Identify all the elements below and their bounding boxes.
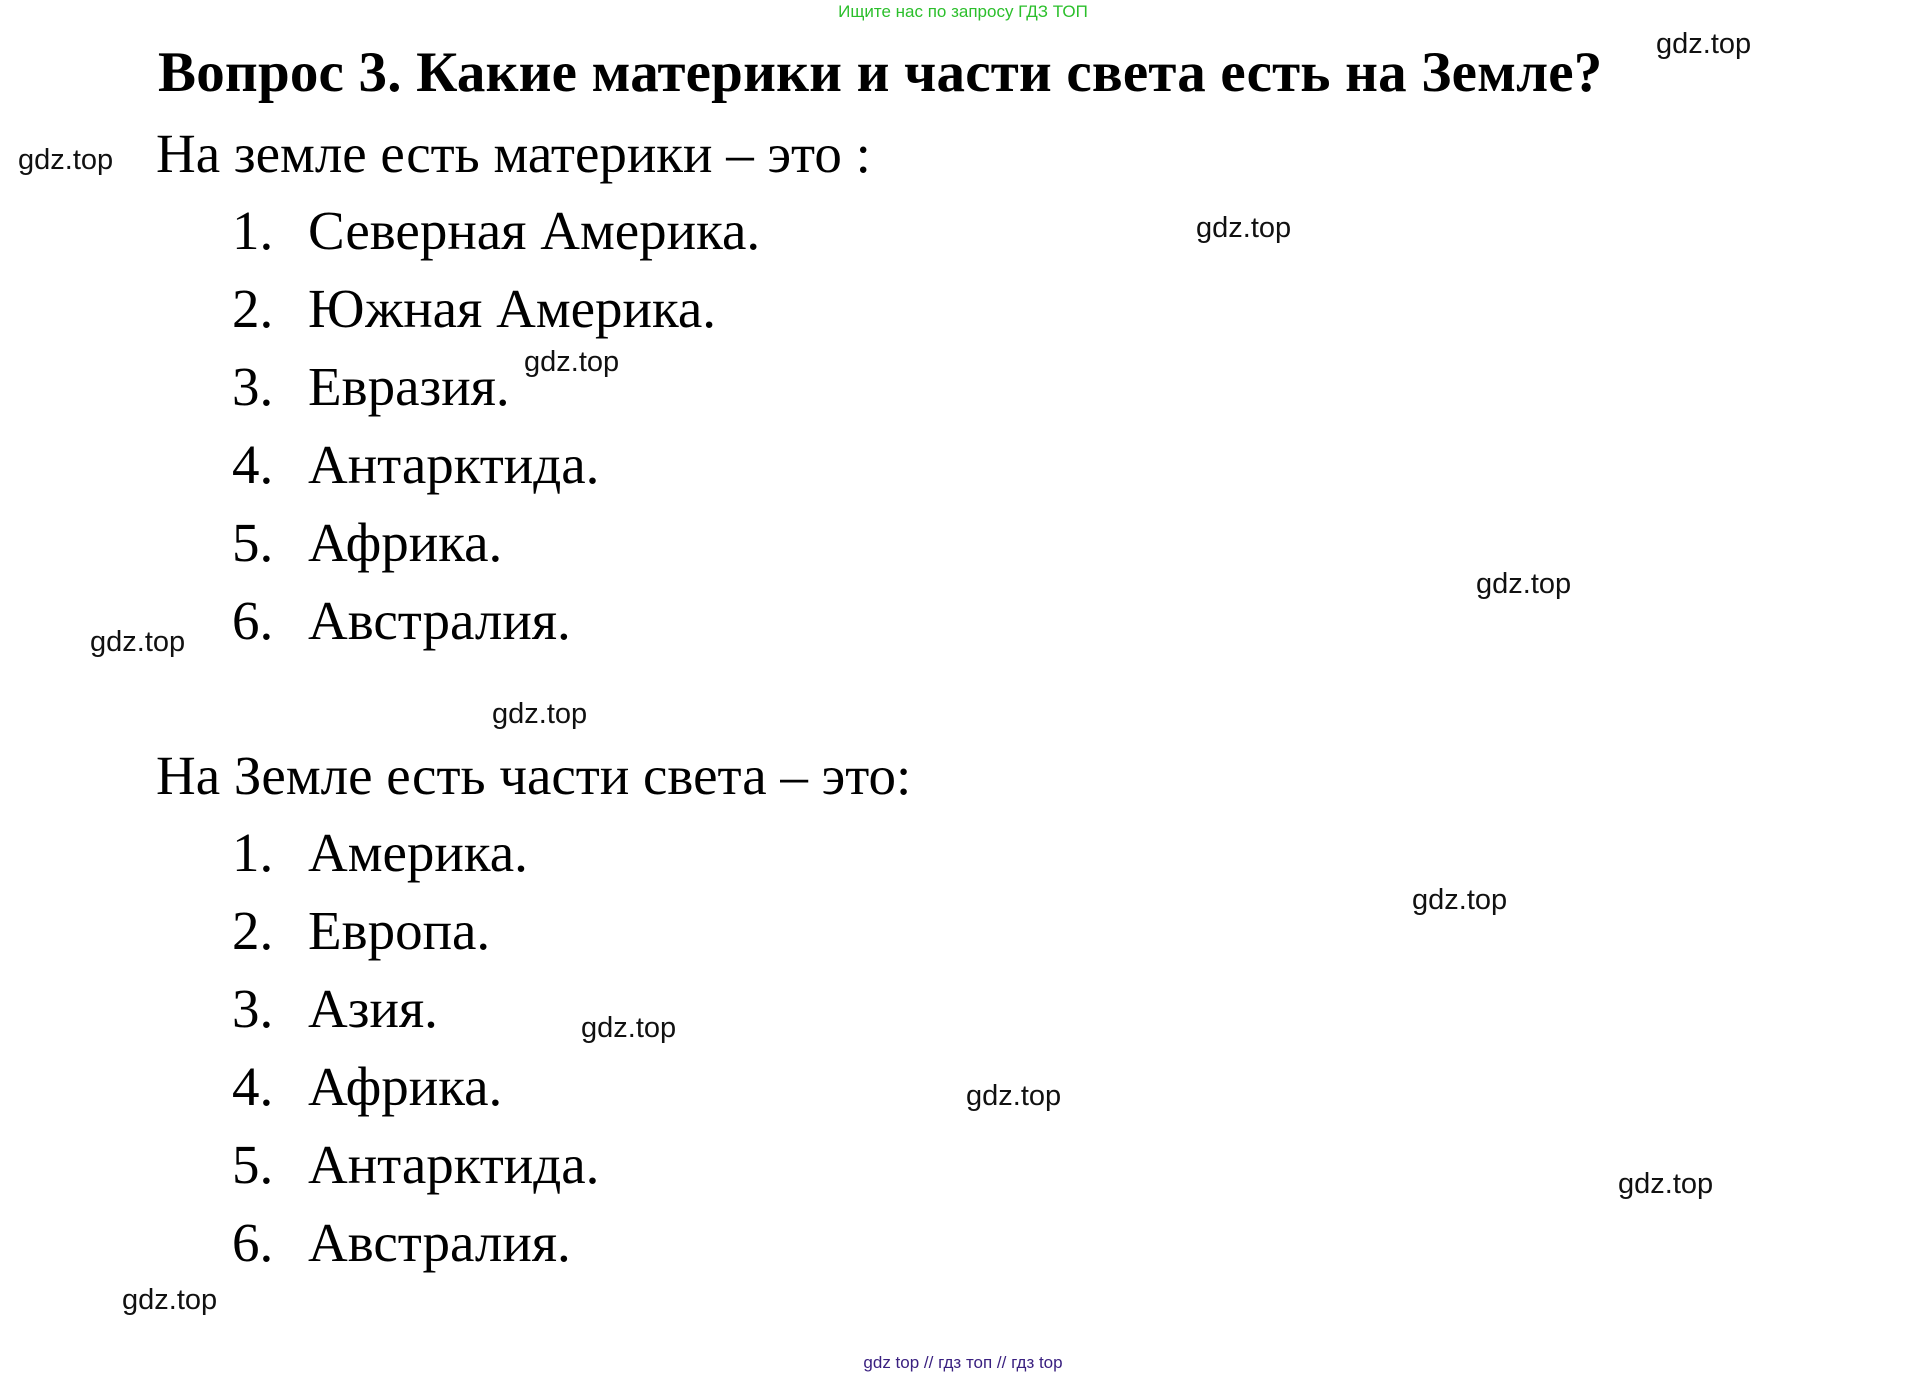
list-item <box>232 200 760 278</box>
list-item <box>232 278 760 356</box>
item-text: Азия. <box>308 978 438 1039</box>
watermark: gdz.top <box>1476 568 1572 600</box>
watermark: gdz.top <box>1196 212 1292 244</box>
top-banner: Ищите нас по запросу ГДЗ ТОП <box>838 2 1088 21</box>
list-item <box>232 434 760 512</box>
item-text: Антарктида. <box>308 1134 600 1195</box>
list-item <box>232 1056 599 1134</box>
watermark: gdz.top <box>581 1012 677 1044</box>
watermark: gdz.top <box>1412 884 1508 916</box>
list-item <box>232 1212 599 1290</box>
item-text: Африка. <box>308 1056 503 1117</box>
item-text: Австралия. <box>308 1212 571 1273</box>
item-number: 1. <box>232 822 274 883</box>
watermark: gdz.top <box>90 626 186 658</box>
item-text: Евразия. <box>308 356 510 417</box>
watermark: gdz.top <box>122 1284 218 1316</box>
item-number: 4. <box>232 434 274 495</box>
list-item <box>232 1134 599 1212</box>
watermark: gdz.top <box>18 144 114 176</box>
item-number: 5. <box>232 512 274 573</box>
watermark: gdz.top <box>524 346 620 378</box>
list-item <box>232 512 760 590</box>
item-number: 1. <box>232 200 274 261</box>
continents-list <box>232 200 760 668</box>
footer-links: gdz top // гдз топ // гдз top <box>863 1353 1063 1372</box>
list-item <box>232 590 760 668</box>
list-item <box>232 900 599 978</box>
item-number: 6. <box>232 590 274 651</box>
item-text: Австралия. <box>308 590 571 651</box>
item-number: 6. <box>232 1212 274 1273</box>
watermark: gdz.top <box>1656 28 1752 60</box>
question-title: Вопрос 3. Какие материки и части света есть на Земле? <box>158 41 1603 104</box>
list-item <box>232 356 760 434</box>
world-parts-list <box>232 822 599 1290</box>
item-number: 2. <box>232 278 274 339</box>
item-text: Африка. <box>308 512 503 573</box>
watermark: gdz.top <box>492 698 588 730</box>
watermark: gdz.top <box>1618 1168 1714 1200</box>
item-text: Антарктида. <box>308 434 600 495</box>
list-item <box>232 822 599 900</box>
item-number: 3. <box>232 356 274 417</box>
world-parts-intro: На Земле есть части света – это: <box>156 745 912 806</box>
item-text: Северная Америка. <box>308 200 761 261</box>
watermark: gdz.top <box>966 1080 1062 1112</box>
item-text: Европа. <box>308 900 491 961</box>
continents-intro: На земле есть материки – это : <box>156 123 871 184</box>
item-number: 5. <box>232 1134 274 1195</box>
list-item <box>232 978 599 1056</box>
item-number: 2. <box>232 900 274 961</box>
item-number: 3. <box>232 978 274 1039</box>
item-text: Америка. <box>308 822 528 883</box>
item-text: Южная Америка. <box>308 278 717 339</box>
item-number: 4. <box>232 1056 274 1117</box>
